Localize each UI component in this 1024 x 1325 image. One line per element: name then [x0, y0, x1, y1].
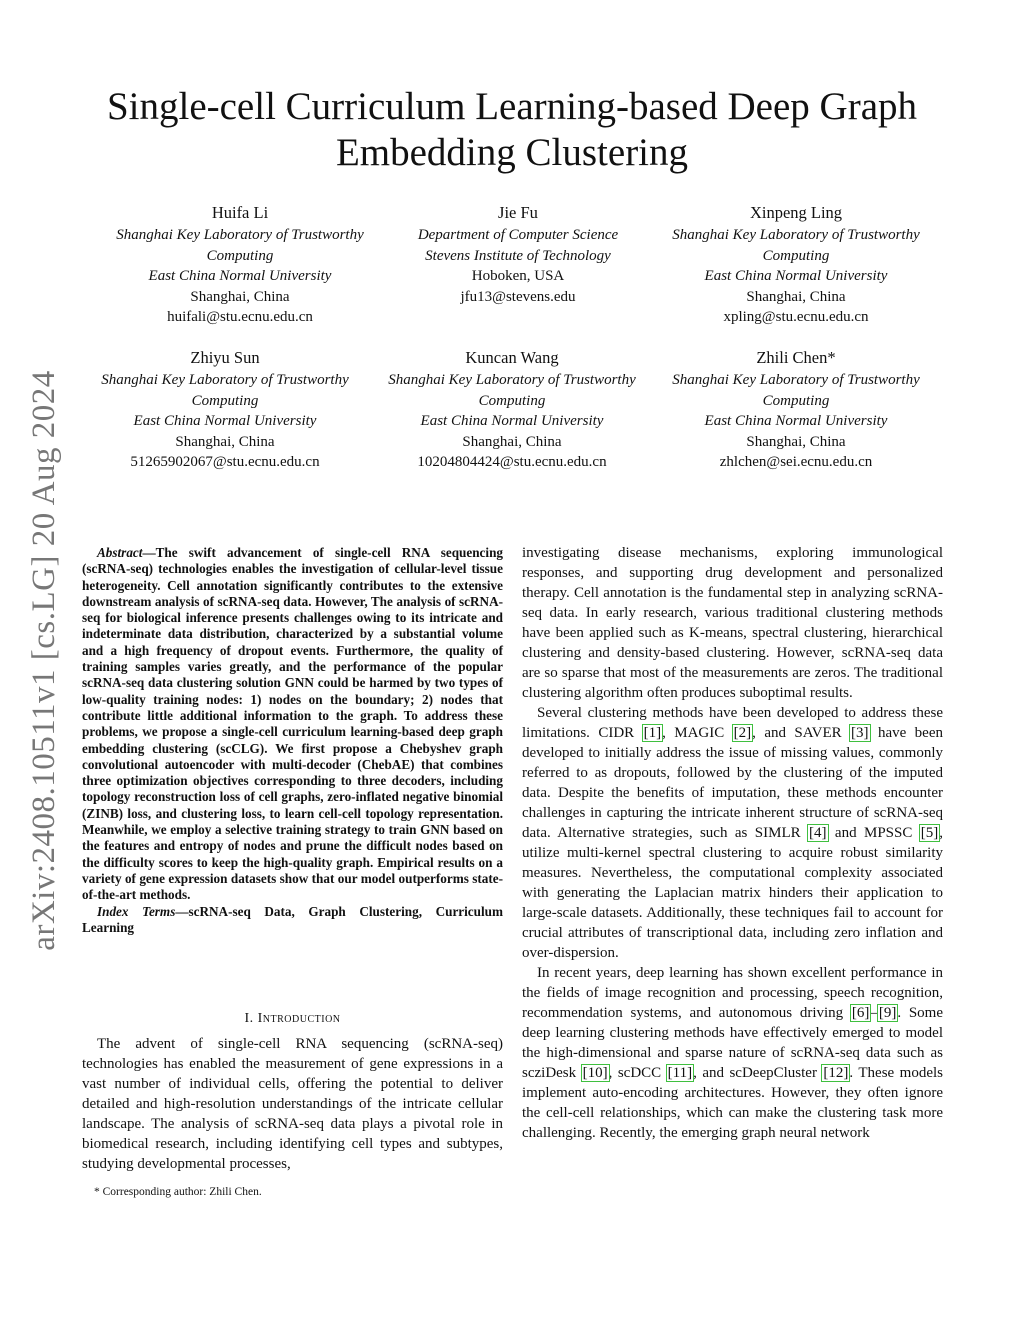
author-affiliation: Shanghai Key Laboratory of Trustworthy [116, 227, 364, 243]
author-name: Zhili Chen* [756, 348, 836, 367]
author-affiliation: East China Normal University [704, 413, 888, 429]
author-name: Zhiyu Sun [190, 348, 260, 367]
author-affiliation: Computing [206, 247, 274, 264]
author-affiliation: Shanghai Key Laboratory of Trustworthy [672, 372, 920, 388]
right-paragraph [522, 703, 943, 963]
abstract-paragraph [82, 545, 503, 904]
author-block [362, 346, 662, 473]
paper-title: Single-cell Curriculum Learning-based Deep Graph Embedding Clustering [106, 85, 918, 174]
footnote: * Corresponding author: Zhili Chen. [94, 1186, 262, 1198]
author-block [368, 201, 668, 307]
author-affiliation: East China Normal University [420, 413, 604, 429]
author-block [646, 346, 946, 473]
abstract-text: —The swift advancement of single-cell RNA sequencing (scRNA-seq) technologies enables the investigation of cellular-level tissue heterogeneity. Cell annotation significantly contributes to the extensive downstream analysis of scRNA-seq data. However, The analysis of scRNA-seq for biological inference presents challenges owing to its intricate and indeterminate data distribution, characterized by a substantial volume and a high frequency of dropout events. Furthermore, the quality of training samples varies greatly, and the performance of the popular scRNA-seq data clustering solution GNN could be harmed by two types of low-quality training nodes: 1) nodes on the boundary; 2) nodes that contribute little additional information to the graph. To address these problems, we propose a single-cell curriculum learning-based deep graph embedding clustering (scCLG). We first propose a Chebyshev graph convolutional autoencoder with multi-decoder (ChebAE) that combines three optimization objectives corresponding to three decoders, including topology reconstruction loss of cell graphs, zero-inflated negative binomial (ZINB) loss, and clustering loss, to learn cell-cell topology representation. Meanwhile, we employ a selective training strategy to train GNN based on the features and entropy of nodes and prune the difficult nodes based on the difficulty scores to keep the high-quality graph. Empirical results on a variety of gene expression datasets show that our model outperforms state-of-the-art methods. [82, 545, 503, 903]
author-location: Hoboken, USA [471, 268, 565, 284]
right-paragraph: investigating disease mechanisms, exploring immunological responses, and supporting drug development and personalized therapy. Cell annotation is the fundamental step in analyzing scRNA-seq data. In early research, various traditional clustering methods have been applied such as K-means, spectral clustering, hierarchical clustering and density-based clustering. However, scRNA-seq data are so sparse that most of the measurements are zeros. The traditional clustering algorithm often produces suboptimal results. [522, 545, 943, 701]
author-affiliation: Shanghai Key Laboratory of Trustworthy [388, 372, 636, 388]
author-location: Shanghai, China [746, 288, 846, 305]
text-run: Several clustering methods have been developed to address these limitations. CIDR [522, 705, 943, 741]
author-affiliation: Computing [762, 247, 830, 264]
author-block [75, 346, 375, 473]
author-affiliation: Department of Computer Science [417, 227, 619, 243]
arxiv-stamp [22, 350, 66, 970]
citation-link[interactable]: [9] [878, 1005, 897, 1021]
author-email: xpling@stu.ecnu.edu.cn [723, 309, 869, 325]
author-affiliation: Shanghai Key Laboratory of Trustworthy [672, 227, 920, 243]
section-title: Introduction [257, 1011, 341, 1026]
author-affiliation: Stevens Institute of Technology [425, 247, 611, 264]
citation-link[interactable]: [11] [667, 1065, 693, 1081]
author-name: Huifa Li [211, 203, 269, 222]
text-run: , and scDeepCluster [693, 1065, 823, 1081]
text-run: , utilize multi-kernel spectral clustering to acquire robust similarity measures. Nevertheless, the computational complexity associated with generating the Laplacian matrix hinders their application to large-scale datasets. Additionally, these techniques fail to account for crucial attributes of transcriptional data, including zero inflation and over-dispersion. [522, 825, 943, 961]
author-location: Shanghai, China [462, 433, 562, 450]
citation-link[interactable]: [2] [733, 725, 752, 741]
text-run: , MAGIC [662, 725, 733, 741]
citation-link[interactable]: [10] [582, 1065, 608, 1081]
author-email: 10204804424@stu.ecnu.edu.cn [417, 454, 607, 470]
citation-link[interactable]: [5] [920, 825, 939, 841]
text-run: and MPSSC [827, 825, 920, 841]
author-email: 51265902067@stu.ecnu.edu.cn [130, 454, 320, 470]
citation-link[interactable]: [12] [823, 1065, 849, 1081]
citation-link[interactable]: [1] [643, 725, 662, 741]
arxiv-stamp-text: arXiv:2408.10511v1 [cs.LG] 20 Aug 2024 [25, 369, 62, 951]
author-location: Shanghai, China [746, 433, 846, 450]
intro-paragraph: The advent of single-cell RNA sequencing (scRNA-seq) technologies has enabled the measurement of gene expressions in a vast number of individual cells, offering the potential to deliver detailed and high-resolution understandings of the intricate cellular landscape. The analysis of scRNA-seq data plays a pivotal role in biomedical research, including identifying cell types and subtypes, studying developmental processes, [82, 1036, 503, 1172]
text-run: In recent years, deep learning has shown excellent performance in the fields of image recognition and processing, speech recognition, recommendation systems, and autonomous driving [522, 965, 943, 1021]
author-email: zhlchen@sei.ecnu.edu.cn [719, 454, 873, 470]
text-run: – [870, 1005, 878, 1021]
text-run: , scDCC [608, 1065, 667, 1081]
author-name: Jie Fu [498, 203, 538, 222]
right-column [522, 543, 943, 1143]
citation-link[interactable]: [3] [851, 725, 869, 741]
right-paragraph [522, 963, 943, 1143]
text-run: have been developed to initially address the issue of missing values, commonly referred to as dropouts, followed by the clustering of the imputed data. Despite the benefits of imputation, these methods encounter challenges in capturing the intricate inherent structure of scRNA-seq data. Alternative strategies, such as SIMLR [522, 725, 943, 841]
abstract-label: Abstract [97, 545, 143, 560]
author-location: Shanghai, China [175, 433, 275, 450]
section-heading [82, 1011, 503, 1027]
author-affiliation: Computing [478, 392, 546, 409]
author-affiliation: Shanghai Key Laboratory of Trustworthy [101, 372, 349, 388]
text-run: . Some deep learning clustering methods have effectively emerged to model the high-dimensional and sparse nature of scRNA-seq data such as scziDesk [522, 1005, 943, 1081]
index-terms [82, 904, 503, 937]
text-run: , and SAVER [752, 725, 851, 741]
citation-link[interactable]: [6] [851, 1005, 870, 1021]
author-location: Shanghai, China [190, 288, 290, 305]
index-terms-text: —scRNA-seq Data, Graph Clustering, Curriculum Learning [82, 903, 503, 935]
author-name: Xinpeng Ling [749, 203, 843, 222]
author-email: huifali@stu.ecnu.edu.cn [167, 309, 313, 325]
author-affiliation: East China Normal University [704, 268, 888, 284]
author-affiliation: Computing [191, 392, 259, 409]
author-name: Kuncan Wang [465, 348, 559, 367]
text-run: . These models implement auto-encoding architectures. However, they often ignore the cell-cell relationships, which can make the clustering task more challenging. Recently, the emerging graph neural network [522, 1065, 943, 1141]
section-number: I. [244, 1011, 254, 1026]
author-affiliation: Computing [762, 392, 830, 409]
author-affiliation: East China Normal University [133, 413, 317, 429]
abstract [82, 545, 503, 936]
author-block [646, 201, 946, 328]
author-affiliation: East China Normal University [148, 268, 332, 284]
author-email: jfu13@stevens.edu [460, 288, 576, 305]
index-terms-label: Index Terms [97, 903, 176, 919]
intro-left-column [82, 1034, 503, 1174]
citation-link[interactable]: [4] [809, 825, 827, 841]
author-block [90, 201, 390, 328]
